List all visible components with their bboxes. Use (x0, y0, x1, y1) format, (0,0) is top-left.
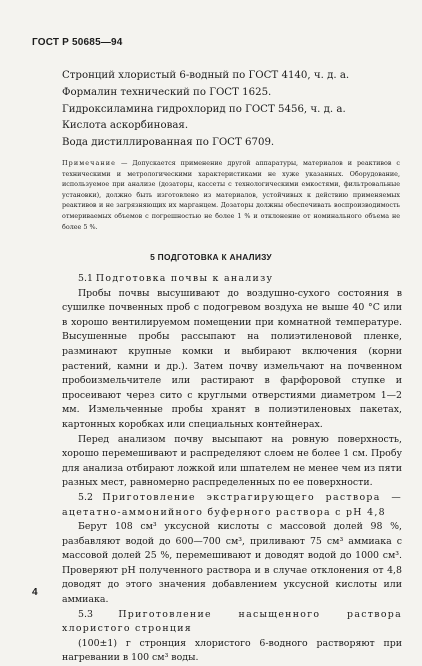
reagent-item: Вода дистиллированная по ГОСТ 6709. (62, 137, 275, 149)
page-number: 4 (32, 587, 38, 598)
paragraph-soil-drying: Пробы почвы высушивают до воздушно-сухого состояния в сушилке почвенных проб с подогревом воздуха не выше 40 °С или в хорошо вентилируемом помещении при комнатной температуре. Высушенные пробы рассыпают на полиэтиленовой пленке, разминают крупные комки и выбирают включения (корни растений, камни и др.). Затем почву измельчают на почвенном пробоизмельчителе или растирают в фарфоровой ступке и просеивают через сито с круглыми отверстиями диаметром 1—2 мм. Измельченные пробы хранят в полиэтиленовых пакетах, картонных коробках или специальных контейнерах. (62, 287, 402, 430)
reagent-list (62, 68, 402, 152)
reagent-item: Стронций хлористый 6-водный по ГОСТ 4140, ч. д. а. (62, 70, 350, 81)
reagent-item: Кислота аскорбиновая. (62, 120, 189, 132)
paragraph-strontium-solution: (100±1) г стронция хлористого 6-водного растворяют при нагревании в 100 см³ воды. (62, 637, 402, 664)
subsection-heading-5-1: 5.1 Подготовка почвы к анализу (78, 273, 274, 284)
subsection-heading-5-2: 5.2 Приготовление экстрагирующего раствора — ацетатно-аммонийного буферного раствора с рН 4,8 (62, 491, 402, 518)
standard-header: ГОСТ Р 50685—94 (32, 37, 123, 48)
note-block (62, 158, 400, 232)
reagent-item: Гидроксиламина гидрохлорид по ГОСТ 5456, ч. д. а. (62, 103, 346, 115)
subsection-heading-5-3: 5.3 Приготовление насыщенного раствора хлористого стронция (62, 608, 403, 635)
note-text: — Допускается применение другой аппаратуры, материалов и реактивов с техническими и метрологическими характеристиками не хуже указанных. Оборудование, используемое при анализе (дозаторы, кассеты с технологическими емкостями, фильтровальные установки), должно быть изготовлено из материалов, устойчивых к действию применяемых реактивов и не загрязняющих их марганцем. Дозаторы должны обеспечивать воспроизводимость отмериваемых объемов с погрешностью не более 1 % и отклонение от номинального объема не более 5 %. (62, 159, 400, 231)
reagent-item: Формалин технический по ГОСТ 1625. (62, 86, 272, 98)
section-body (62, 272, 402, 666)
note-label: Примечание (62, 159, 117, 167)
section-title: 5 ПОДГОТОВКА К АНАЛИЗУ (150, 252, 272, 262)
paragraph-soil-sampling: Перед анализом почву высыпают на ровную поверхность, хорошо перемешивают и распределяют слоем не более 1 см. Пробу для анализа отбирают ложкой или шпателем не менее чем из пяти разных мест, равномерно распределенных по ее поверхности. (62, 433, 402, 489)
paragraph-buffer-prep: Берут 108 см³ уксусной кислоты с массовой долей 98 %, разбавляют водой до 600—700 см³, приливают 75 см³ аммиака с массовой долей 25 %, перемешивают и доводят водой до 1000 см³. Проверяют рН полученного раствора и в случае отклонения от 4,8 доводят до этого значения добавлением уксусной кислоты или аммиака. (62, 521, 402, 606)
